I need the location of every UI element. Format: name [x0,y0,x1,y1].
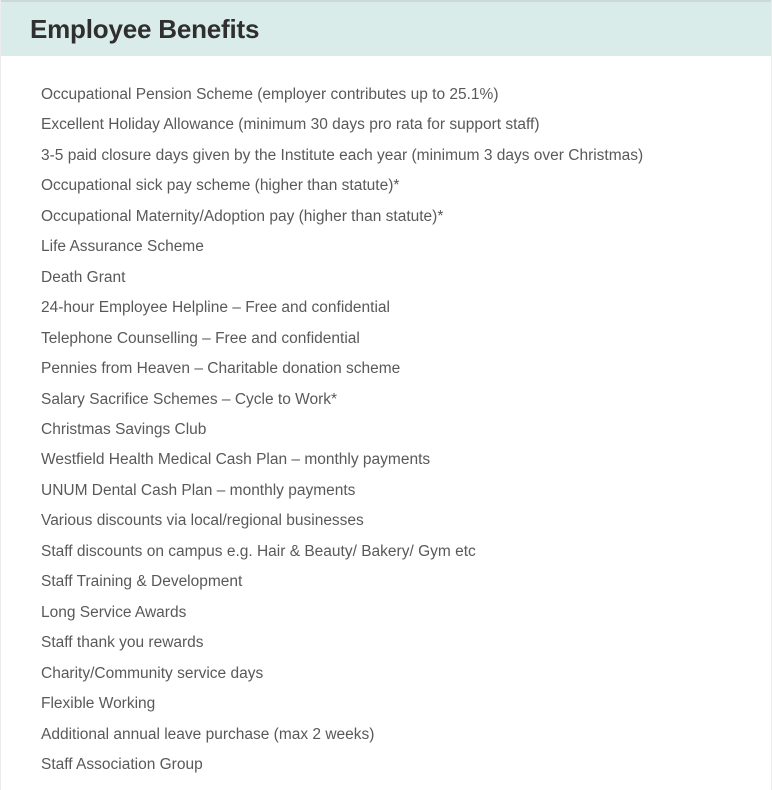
benefit-item: 3-5 paid closure days given by the Institute each year (minimum 3 days over Christmas) [41,146,644,164]
benefit-item: Salary Sacrifice Schemes – Cycle to Work* [41,390,338,408]
benefit-item: Death Grant [41,268,126,286]
panel-header [1,0,771,56]
benefit-item: Various discounts via local/regional businesses [41,512,364,530]
benefit-item: Christmas Savings Club [41,420,207,438]
benefit-item: Long Service Awards [41,603,187,621]
benefit-item: Flexible Working [41,695,156,713]
benefit-item: Staff discounts on campus e.g. Hair & Beauty/ Bakery/ Gym etc [41,542,476,560]
benefit-item: Telephone Counselling – Free and confidential [41,329,360,347]
page-title: Employee Benefits [30,13,260,44]
benefit-item: UNUM Dental Cash Plan – monthly payments [41,481,356,499]
benefit-item: Staff thank you rewards [41,634,204,652]
benefit-item: Staff Association Group [41,755,203,773]
benefit-item: Westfield Health Medical Cash Plan – monthly payments [41,451,431,469]
benefit-item: Occupational Maternity/Adoption pay (higher than statute)* [41,207,444,225]
benefit-item: Life Assurance Scheme [41,238,204,256]
benefit-item: 24-hour Employee Helpline – Free and confidential [41,299,390,317]
benefit-item: Staff Training & Development [41,573,243,591]
benefit-item: Occupational Pension Scheme (employer contributes up to 25.1%) [41,86,499,103]
benefits-list [1,56,771,780]
benefit-item: Occupational sick pay scheme (higher than statute)* [41,177,400,195]
benefit-item: Additional annual leave purchase (max 2 weeks) [41,725,375,743]
benefit-item: Pennies from Heaven – Charitable donation scheme [41,360,401,378]
benefit-item: Charity/Community service days [41,664,264,682]
benefit-item: Excellent Holiday Allowance (minimum 30 days pro rata for support staff) [41,116,540,134]
